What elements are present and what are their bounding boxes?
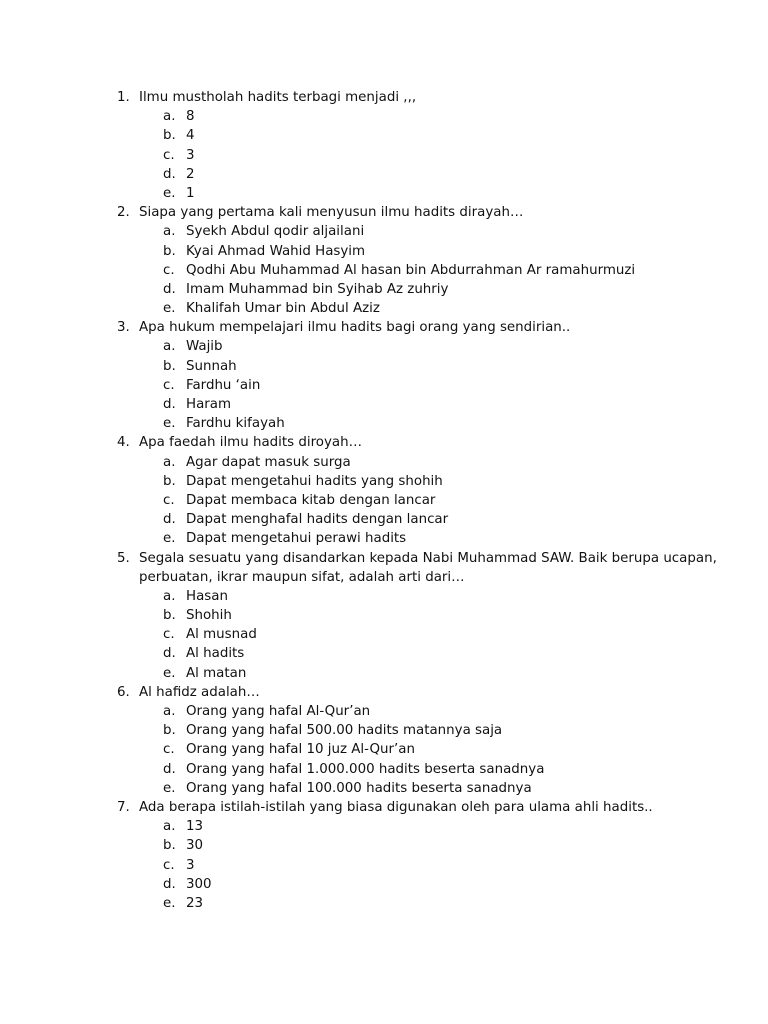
question-number: 7. xyxy=(117,799,130,815)
option-text: Orang yang hafal 10 juz Al-Qur’an xyxy=(186,742,415,758)
option-text: Orang yang hafal 1.000.000 hadits beserta sanadnya xyxy=(186,761,545,777)
question-line xyxy=(0,798,768,817)
question-3 xyxy=(0,318,768,433)
option-letter: a. xyxy=(163,339,176,355)
question-line xyxy=(0,683,768,702)
question-text: Ada berapa istilah-istilah yang biasa digunakan oleh para ulama ahli hadits.. xyxy=(139,799,653,815)
option-text: Haram xyxy=(186,397,232,412)
option-e xyxy=(0,299,768,318)
option-a xyxy=(0,453,768,472)
option-text: 4 xyxy=(186,128,195,144)
option-text: Shohih xyxy=(186,608,232,624)
option-letter: e. xyxy=(163,780,176,796)
option-text: 1 xyxy=(186,185,195,201)
question-5 xyxy=(0,549,768,683)
option-letter: c. xyxy=(163,492,175,508)
option-text: Sunnah xyxy=(186,358,237,374)
option-text: 300 xyxy=(186,876,212,892)
option-text: 3 xyxy=(186,147,195,163)
option-d xyxy=(0,280,768,299)
question-line-continued xyxy=(0,568,768,587)
option-letter: b. xyxy=(163,128,176,144)
question-7 xyxy=(0,798,768,913)
question-text: Apa faedah ilmu hadits diroyah… xyxy=(139,435,362,451)
option-text: Syekh Abdul qodir aljailani xyxy=(186,224,365,240)
option-text: Dapat menghafal hadits dengan lancar xyxy=(186,512,449,528)
option-e xyxy=(0,894,768,913)
option-b xyxy=(0,836,768,855)
question-number: 2. xyxy=(117,205,130,221)
option-letter: a. xyxy=(163,224,176,240)
option-letter: c. xyxy=(163,627,175,643)
option-e xyxy=(0,664,768,683)
option-letter: b. xyxy=(163,358,176,374)
option-d xyxy=(0,875,768,894)
option-letter: e. xyxy=(163,185,176,201)
option-letter: d. xyxy=(163,512,176,528)
option-a xyxy=(0,222,768,241)
option-letter: a. xyxy=(163,454,176,470)
question-text: Al hafidz adalah… xyxy=(139,684,260,700)
question-number: 6. xyxy=(117,684,130,700)
option-letter: d. xyxy=(163,166,176,182)
question-number: 1. xyxy=(117,90,130,105)
option-text: Orang yang hafal 100.000 hadits beserta sanadnya xyxy=(186,780,532,796)
option-d xyxy=(0,165,768,184)
question-text: Siapa yang pertama kali menyusun ilmu hadits dirayah… xyxy=(139,205,524,221)
option-letter: e. xyxy=(163,416,176,432)
option-a xyxy=(0,702,768,721)
question-4 xyxy=(0,433,768,548)
question-line xyxy=(0,318,768,337)
option-b xyxy=(0,357,768,376)
question-text: Apa hukum mempelajari ilmu hadits bagi orang yang sendirian.. xyxy=(139,320,571,336)
option-c xyxy=(0,491,768,510)
option-c xyxy=(0,376,768,395)
option-letter: e. xyxy=(163,665,176,681)
option-b xyxy=(0,242,768,261)
question-2 xyxy=(0,203,768,318)
option-letter: d. xyxy=(163,397,176,412)
option-b xyxy=(0,606,768,625)
option-b xyxy=(0,126,768,145)
option-c xyxy=(0,625,768,644)
option-a xyxy=(0,337,768,356)
option-letter: b. xyxy=(163,473,176,489)
option-text: Al matan xyxy=(186,665,247,681)
option-b xyxy=(0,721,768,740)
option-letter: b. xyxy=(163,608,176,624)
question-number: 5. xyxy=(117,550,130,566)
question-text: Segala sesuatu yang disandarkan kepada Nabi Muhammad SAW. Baik berupa ucapan, xyxy=(139,550,717,566)
option-letter: a. xyxy=(163,109,176,125)
option-text: Orang yang hafal Al-Qur’an xyxy=(186,704,371,719)
question-number: 3. xyxy=(117,320,130,336)
option-text: Dapat membaca kitab dengan lancar xyxy=(186,492,436,508)
quiz-document xyxy=(0,88,768,913)
option-text: Fardhu ‘ain xyxy=(186,377,261,393)
option-letter: c. xyxy=(163,857,175,873)
option-letter: c. xyxy=(163,262,175,278)
option-text: Kyai Ahmad Wahid Hasyim xyxy=(186,243,366,259)
question-6 xyxy=(0,683,768,798)
option-text: 3 xyxy=(186,857,195,873)
option-letter: c. xyxy=(163,147,175,163)
option-b xyxy=(0,472,768,491)
option-d xyxy=(0,644,768,663)
option-text: Qodhi Abu Muhammad Al hasan bin Abdurrahman Ar ramahurmuzi xyxy=(186,262,636,278)
question-line xyxy=(0,203,768,222)
question-number: 4. xyxy=(117,435,130,451)
option-e xyxy=(0,529,768,548)
option-letter: e. xyxy=(163,301,176,317)
option-letter: e. xyxy=(163,531,176,547)
option-text: Khalifah Umar bin Abdul Aziz xyxy=(186,301,380,317)
option-c xyxy=(0,856,768,875)
option-text: 2 xyxy=(186,166,195,182)
question-text: Ilmu mustholah hadits terbagi menjadi ,,, xyxy=(139,90,417,105)
option-text: Al musnad xyxy=(186,627,257,643)
question-line xyxy=(0,433,768,452)
option-text: Agar dapat masuk surga xyxy=(186,454,351,470)
option-letter: d. xyxy=(163,761,176,777)
option-letter: b. xyxy=(163,723,176,739)
option-letter: c. xyxy=(163,742,175,758)
option-letter: d. xyxy=(163,281,176,297)
question-1 xyxy=(0,88,768,203)
option-text: Imam Muhammad bin Syihab Az zuhriy xyxy=(186,281,449,297)
option-letter: d. xyxy=(163,876,176,892)
option-text: Fardhu kifayah xyxy=(186,416,285,432)
option-d xyxy=(0,510,768,529)
option-c xyxy=(0,146,768,165)
option-d xyxy=(0,760,768,779)
option-text: 23 xyxy=(186,895,204,911)
option-letter: a. xyxy=(163,588,176,604)
option-e xyxy=(0,184,768,203)
option-letter: c. xyxy=(163,377,175,393)
option-c xyxy=(0,740,768,759)
option-text: Dapat mengetahui perawi hadits xyxy=(186,531,407,547)
option-text: Orang yang hafal 500.00 hadits matannya saja xyxy=(186,723,503,739)
option-a xyxy=(0,587,768,606)
option-letter: e. xyxy=(163,895,176,911)
option-letter: d. xyxy=(163,646,176,662)
question-text-continued: perbuatan, ikrar maupun sifat, adalah arti dari… xyxy=(139,569,465,585)
option-text: 30 xyxy=(186,838,204,854)
option-text: Wajib xyxy=(186,339,223,355)
option-e xyxy=(0,779,768,798)
question-line xyxy=(0,549,768,568)
option-letter: b. xyxy=(163,243,176,259)
option-c xyxy=(0,261,768,280)
option-letter: a. xyxy=(163,819,176,835)
option-a xyxy=(0,817,768,836)
option-text: Dapat mengetahui hadits yang shohih xyxy=(186,473,443,489)
option-letter: a. xyxy=(163,704,176,719)
option-text: Al hadits xyxy=(186,646,245,662)
option-text: 8 xyxy=(186,109,195,125)
option-a xyxy=(0,107,768,126)
option-text: 13 xyxy=(186,819,204,835)
option-e xyxy=(0,414,768,433)
option-letter: b. xyxy=(163,838,176,854)
option-d xyxy=(0,395,768,414)
option-text: Hasan xyxy=(186,588,228,604)
question-line xyxy=(0,88,768,107)
